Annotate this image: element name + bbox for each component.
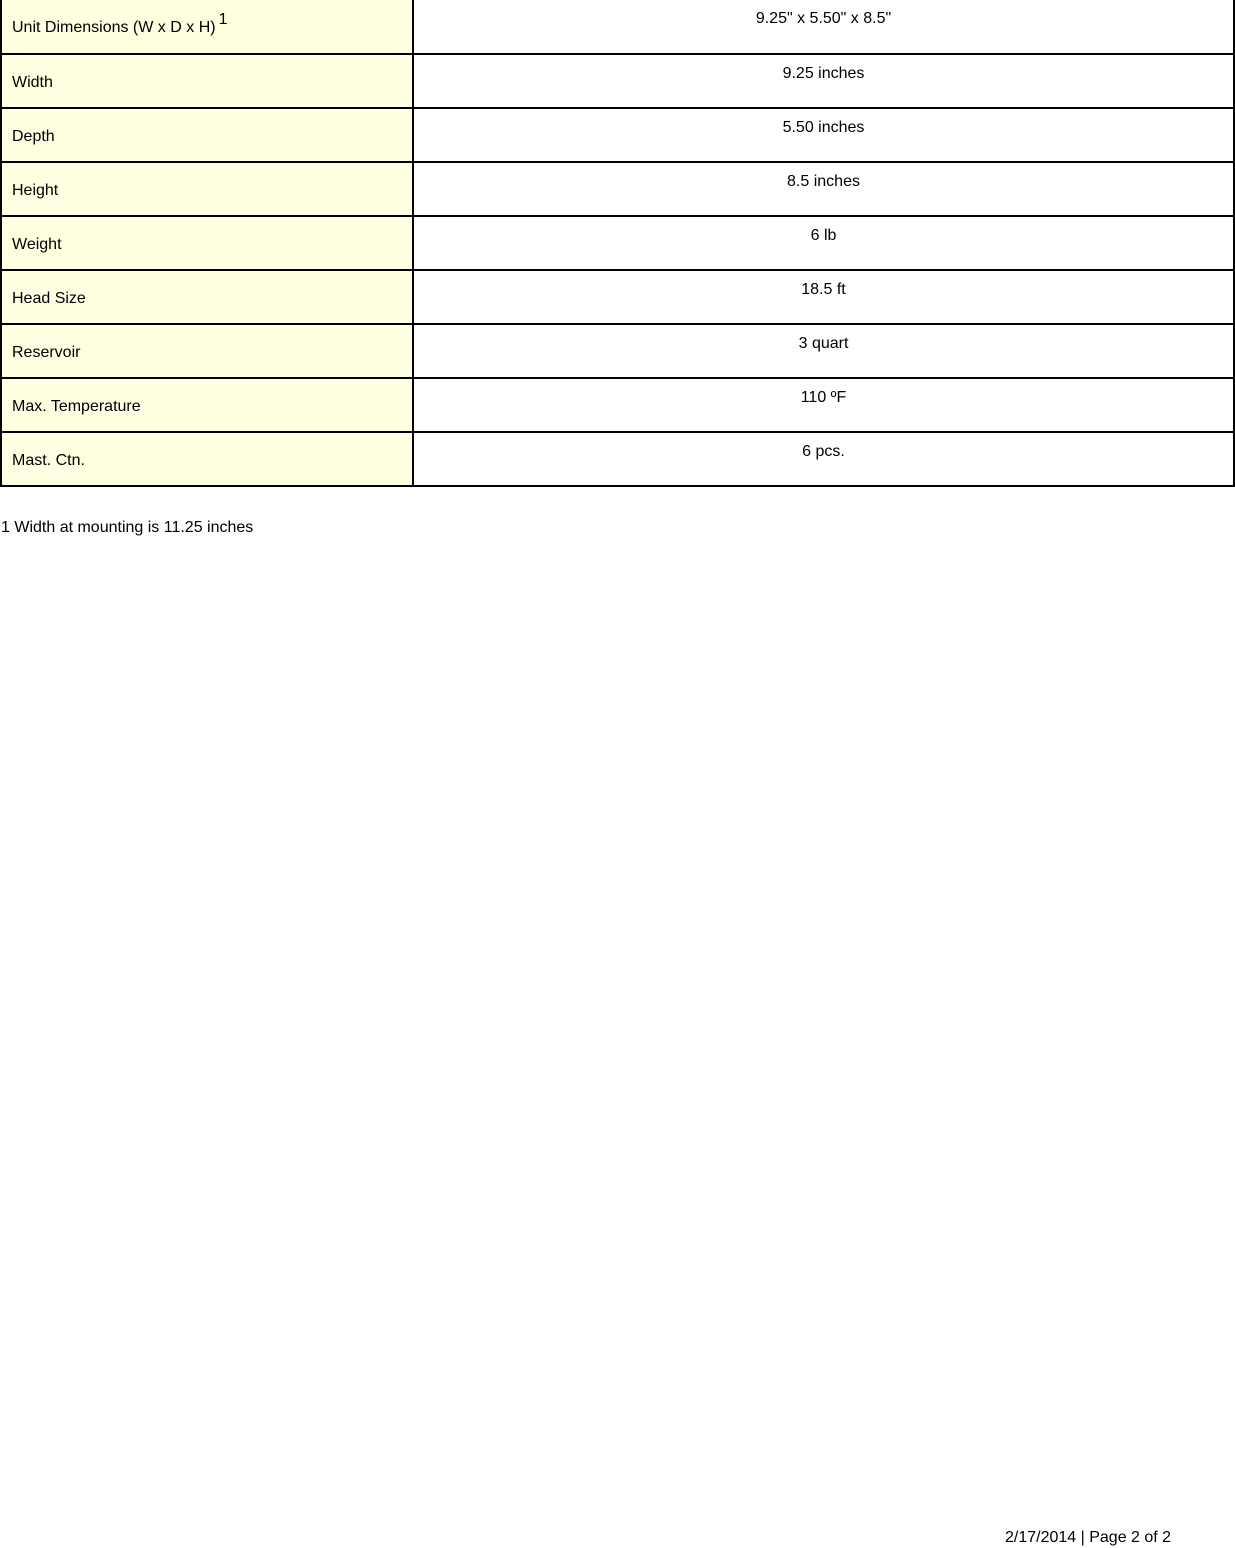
page-footer: 2/17/2014 | Page 2 of 2 — [1005, 1529, 1172, 1546]
spec-label-cell: Mast. Ctn. — [1, 432, 413, 486]
spec-label-cell: Head Size — [1, 270, 413, 324]
spec-label-cell: Max. Temperature — [1, 378, 413, 432]
spec-value-cell: 9.25" x 5.50" x 8.5" — [413, 0, 1234, 54]
table-row — [1, 108, 1234, 162]
spec-value-cell: 8.5 inches — [413, 162, 1234, 216]
table-row — [1, 324, 1234, 378]
spec-value-cell: 18.5 ft — [413, 270, 1234, 324]
table-row — [1, 162, 1234, 216]
spec-label-cell: Width — [1, 54, 413, 108]
footnote: 1 Width at mounting is 11.25 inches — [1, 519, 254, 536]
table-row — [1, 378, 1234, 432]
spec-value-cell: 9.25 inches — [413, 54, 1234, 108]
spec-label-cell: Depth — [1, 108, 413, 162]
spec-label: Unit Dimensions (W x D x H) — [12, 19, 216, 36]
spec-value-cell: 5.50 inches — [413, 108, 1234, 162]
spec-value-cell: 110 ºF — [413, 378, 1234, 432]
table-row — [1, 432, 1234, 486]
spec-value-cell: 6 pcs. — [413, 432, 1234, 486]
spec-label-cell — [1, 0, 413, 54]
spec-label-cell: Weight — [1, 216, 413, 270]
spec-value-cell: 6 lb — [413, 216, 1234, 270]
spec-table — [0, 0, 1235, 487]
spec-label-cell: Height — [1, 162, 413, 216]
table-row — [1, 0, 1234, 54]
footnote-marker: 1 — [218, 11, 228, 28]
table-row — [1, 270, 1234, 324]
table-row — [1, 216, 1234, 270]
spec-label-cell: Reservoir — [1, 324, 413, 378]
table-row — [1, 54, 1234, 108]
spec-value-cell: 3 quart — [413, 324, 1234, 378]
